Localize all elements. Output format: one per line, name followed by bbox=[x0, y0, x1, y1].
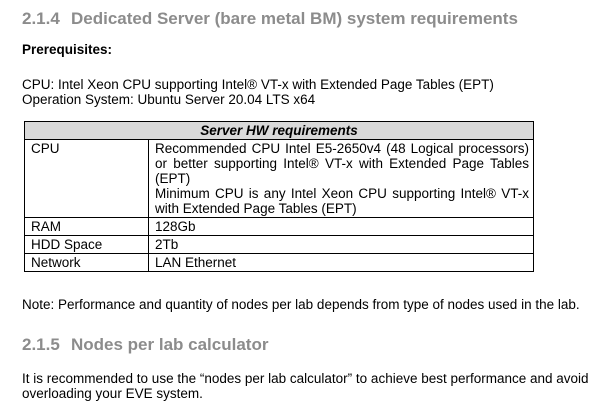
table-header-row bbox=[25, 122, 534, 140]
cpu-minimum-text: Minimum CPU is any Intel Xeon CPU supporting Intel® VT-x with Extended Page Tables (EPT) bbox=[155, 186, 529, 216]
row-label-cpu: CPU bbox=[25, 140, 149, 218]
cpu-recommended-text: Recommended CPU Intel E5-2650v4 (48 Logical processors) or better supporting Intel® VT-x with Extended Page Tables (EPT) bbox=[155, 141, 529, 186]
table-row bbox=[25, 236, 534, 254]
section-number: 2.1.4 bbox=[22, 9, 60, 28]
server-hw-requirements-table bbox=[24, 121, 534, 272]
table-row bbox=[25, 140, 534, 218]
performance-note: Note: Performance and quantity of nodes per lab depends from type of nodes used in the lab. bbox=[22, 297, 580, 312]
section-heading-2-1-5 bbox=[22, 335, 268, 355]
cpu-requirement-text: CPU: Intel Xeon CPU supporting Intel® VT-x with Extended Page Tables (EPT) bbox=[22, 77, 494, 92]
row-label-network: Network bbox=[25, 254, 149, 272]
section-heading-2-1-4 bbox=[22, 9, 518, 29]
recommendation-text-line1: It is recommended to use the “nodes per lab calculator” to achieve best performance and avoid bbox=[22, 371, 589, 386]
row-label-ram: RAM bbox=[25, 218, 149, 236]
table-row bbox=[25, 254, 534, 272]
os-requirement-text: Operation System: Ubuntu Server 20.04 LTS x64 bbox=[22, 92, 316, 107]
section-number: 2.1.5 bbox=[22, 335, 60, 354]
table-header: Server HW requirements bbox=[25, 122, 534, 140]
row-label-hdd: HDD Space bbox=[25, 236, 149, 254]
row-value-network: LAN Ethernet bbox=[149, 254, 534, 272]
section-title: Nodes per lab calculator bbox=[71, 335, 269, 354]
row-value-hdd: 2Tb bbox=[149, 236, 534, 254]
section-title: Dedicated Server (bare metal BM) system requirements bbox=[71, 9, 518, 28]
table-row bbox=[25, 218, 534, 236]
recommendation-text-line2: overloading your EVE system. bbox=[22, 386, 203, 401]
row-value-cpu bbox=[149, 140, 534, 218]
prerequisites-label: Prerequisites: bbox=[22, 42, 113, 57]
row-value-ram: 128Gb bbox=[149, 218, 534, 236]
